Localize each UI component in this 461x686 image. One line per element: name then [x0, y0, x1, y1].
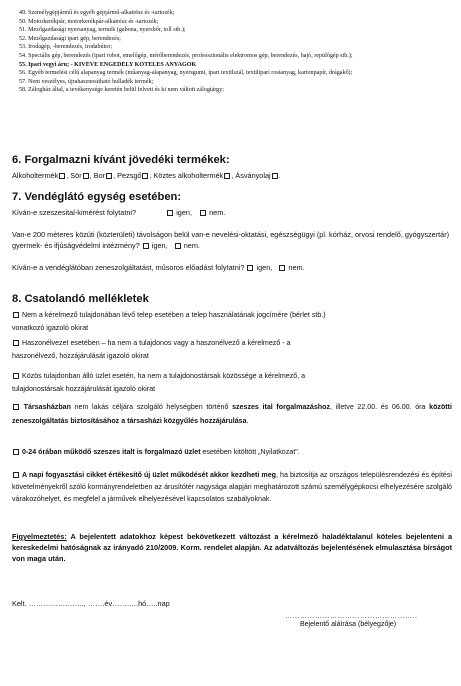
section-8-title: 8. Csatolandó mellékletek — [12, 293, 149, 305]
checkbox-q3-yes[interactable] — [247, 265, 253, 271]
list-item: 50. Motorkerékpár, motorkerékpár-alkatrész és -tartozék; — [19, 18, 159, 25]
section-7-title: 7. Vendéglátó egység esetében: — [12, 191, 182, 203]
attachment-3 — [12, 370, 452, 396]
checkbox-attachment-4[interactable] — [13, 404, 19, 410]
option-label: Bor — [93, 171, 106, 180]
bold-text: közötti zeneszolgáltatás biztosításához a társasházi közgyűlés hozzájárulása — [12, 403, 452, 425]
signature-label: Bejelentő aláírása (bélyegzője) — [300, 621, 397, 628]
option-label: Alkoholtermék — [12, 171, 59, 180]
option-label: Köztes alkoholtermék — [153, 171, 224, 180]
option-label: Sör — [70, 171, 82, 180]
checkbox-attachment-3[interactable] — [13, 373, 19, 379]
option-label: Ásványolaj — [235, 171, 271, 180]
question-text: Kíván-e szeszesital-kimérést folytatni? — [12, 208, 137, 217]
checkbox-q2-no[interactable] — [175, 243, 181, 249]
attachment-text: Nem a kérelmező tulajdonában lévő telep esetében a telep használatának jogcímére (bérlet stb.) — [21, 311, 326, 319]
checkbox-q2-yes[interactable] — [143, 243, 149, 249]
question-text: Van-e 200 méteres közúti (közterületi) távolságon belül van-e nevelési-oktatási, egészségügyi (pl. kórház, orvosi rendelő, gyógyszertár) gyermek- és ifjúságvédelmi intézmény? — [12, 230, 450, 250]
checkbox-attachment-5[interactable] — [13, 449, 19, 455]
attachment-6 — [12, 469, 452, 506]
checkbox-q1-no[interactable] — [200, 210, 206, 216]
warning-text: A bejelentett adatokhoz képest bekövetkezett változást a kérelmező haladéktalanul köteles bejelenteni a kereskedelmi hatóságnak az irányadó 210/2009. Korm. rendelet alapján. Az adatváltozás bejelentésének elmulasztása bírságot von maga után. — [12, 532, 452, 563]
date-line: Kelt. ………………….., …….év………..hó…..nap — [12, 599, 170, 608]
question-text: Kíván-e a vendéglátóban zeneszolgáltatást, műsoros előadást folytatni? — [12, 263, 245, 272]
bold-text: Társasházban — [23, 403, 71, 411]
question-music — [12, 262, 452, 273]
question-alcohol — [12, 207, 452, 218]
no-label: nem. — [288, 263, 305, 272]
bold-text: szeszes ital forgalmazáshoz — [232, 403, 331, 411]
yes-label: igen, — [256, 263, 273, 272]
no-label: nem. — [183, 241, 200, 250]
attachment-text: esetében kitöltött „Nyilatkozat". — [200, 448, 300, 456]
checkbox-asvanyolaj[interactable] — [272, 173, 278, 179]
bold-text: A napi fogyasztási cikket értékesítő új üzlet működését akkor kezdheti meg — [22, 471, 276, 479]
checkbox-q3-no[interactable] — [279, 265, 285, 271]
list-item: 49. Személygépjármű és egyéb gépjármű-alkatrész és -tartozék; — [19, 10, 175, 16]
attachment-text: Haszonélvezet esetében – ha nem a tulajdonos vagy a haszonélvező a kérelmező - a — [21, 339, 291, 347]
list-item: 51. Mezőgazdasági nyersanyag, termék (gabona, nyersbőr, toll stb.); — [19, 27, 186, 34]
attachment-5 — [12, 446, 452, 459]
question-institution — [12, 229, 452, 251]
attachment-text: vonatkozó igazoló okirat — [12, 324, 89, 333]
checkbox-alkohol[interactable] — [59, 173, 65, 179]
signature-line: …………………………………………….. — [285, 613, 418, 620]
excise-options: Alkoholtermék , Sör , Bor , Pezsgő , Köztes alkoholtermék , Ásványolaj . — [12, 171, 281, 180]
attachment-text: nem lakás céljára szolgáló helységben történő — [70, 403, 233, 411]
checkbox-attachment-2[interactable] — [13, 340, 19, 346]
bold-text: 0-24 órában működő szeszes italt is forgalmazó üzlet — [21, 448, 201, 456]
warning-label: Figyelmeztetés: — [12, 532, 67, 541]
attachment-text: Közös tulajdonban álló üzlet esetén, ha nem a tulajdonostársak közössége a kérelmező, a — [21, 372, 306, 380]
list-item: 52. Mezőgazdasági ipari gép, berendezés; — [19, 35, 121, 42]
attachment-text: haszonélvező, hozzájárulását igazoló okirat — [12, 352, 149, 361]
attachment-text: , illetve 22.00. és 06.00. óra — [330, 403, 430, 411]
attachment-4 — [12, 400, 452, 428]
warning-notice — [12, 531, 452, 564]
list-item: 54. Speciális gép, berendezés (ipari robot, emelőgép, mérőberendezés, professzionális elektromos gép, berendezés, hajó, repülőgép stb.); — [19, 52, 353, 59]
attachment-text: tulajdonostársak hozzájárulását igazoló okirat — [12, 385, 156, 394]
attachment-1 — [12, 309, 452, 335]
yes-label: igen, — [176, 208, 193, 217]
checkbox-q1-yes[interactable] — [167, 210, 173, 216]
checkbox-attachment-6[interactable] — [13, 472, 19, 478]
list-item: 53. Irodagép, -berendezés, irodabútor; — [19, 44, 113, 51]
checkbox-sor[interactable] — [83, 173, 89, 179]
attachment-text: , ha biztosítja az országos településrendezési és építési követelményekről szóló kormányrendeletben az árusítótér nagysága alapján meghatározott számú személygépkocsi elhelyezésére szolgáló várakozóhelyet, és megfelel a járművek elhelyezésével kapcsolatos szabályoknak. — [12, 471, 452, 504]
checkbox-koztes[interactable] — [224, 173, 230, 179]
list-item: 56. Egyéb termelési célú alapanyag termék (műanyag-alapanyag, nyersgumi, ipari textilszál, textilipari rostanyag, kartonpapír, drágakő); — [19, 70, 353, 77]
section-6-title: 6. Forgalmazni kívánt jövedéki termékek: — [12, 154, 230, 166]
checkbox-attachment-1[interactable] — [13, 312, 19, 318]
yes-label: igen, — [151, 241, 168, 250]
checkbox-pezsgo[interactable] — [142, 173, 148, 179]
attachment-2 — [12, 337, 452, 363]
no-label: nem. — [209, 208, 226, 217]
list-item: 55. Ipari vegyi áru; - KIVÉVE ENGEDÉLY KÖTELES ANYAGOK — [19, 61, 197, 68]
attachment-text: . — [246, 417, 249, 425]
list-item: 57. Nem veszélyes, újrahasznosítható hulladék termék; — [19, 78, 154, 85]
activity-list — [19, 9, 449, 95]
list-item: 58. Zálogház által, a tevékenysége keretén belül felvett és ki nem váltott zálogtárgy; — [19, 87, 224, 94]
checkbox-bor[interactable] — [106, 173, 112, 179]
option-label: Pezsgő — [117, 171, 142, 180]
